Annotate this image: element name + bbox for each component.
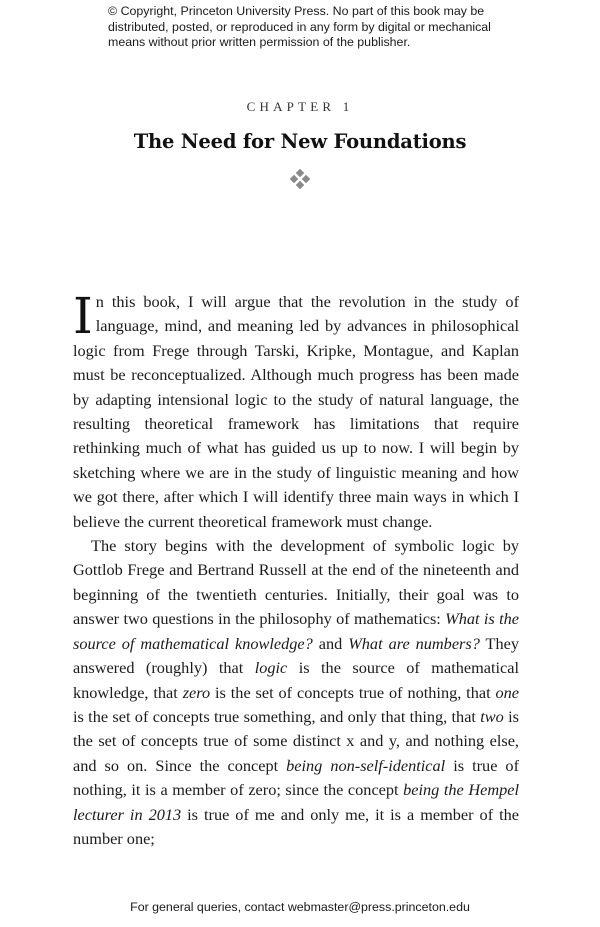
text-run: is the set of concepts true of nothing, that <box>210 682 496 702</box>
italic-run: zero <box>182 682 211 702</box>
text-run: is the set of concepts true something, and only that thing, that <box>73 706 481 726</box>
chapter-body <box>73 287 520 851</box>
text-run: is true of nothing, it is a member of zero; since the concept <box>73 755 519 800</box>
italic-run: What is the source of mathematical knowledge? <box>73 609 519 653</box>
paragraph-1 <box>73 287 519 534</box>
copyright-notice: © Copyright, Princeton University Press. No part of this book may be distributed, posted, or reproduced in any form by digital or mechanical means without prior written permission of the publisher. <box>108 4 491 49</box>
text-run: The story begins with the development of symbolic logic by Gottlob Frege and Bertrand Russell at the end of the nineteenth and beginning of the twentieth centuries. Initially, their goal was to answer two questions in the philosophy of mathematics: <box>73 536 519 629</box>
italic-run: two <box>480 706 504 726</box>
text-run: and <box>312 633 349 653</box>
text-run: They answered (roughly) that <box>73 633 520 678</box>
chapter-label: CHAPTER 1 <box>246 99 354 114</box>
italic-run: being non-self-identical <box>286 755 446 775</box>
footer-contact: For general queries, contact webmaster@press.princeton.edu <box>130 900 470 914</box>
paragraph-1-text: n this book, I will argue that the revolution in the study of language, mind, and meaning led by advances in philosophical logic from Frege through Tarski, Kripke, Montague, and Kaplan must be reconceptualized. Although much progress has been made by adapting intensional logic to the study of natural language, the resulting theoretical framework has limitations that require rethinking much of what has guided us up to now. I will begin by sketching where we are in the study of linguistic meaning and how we got there, after which I will identify three main ways in which I believe the current theoretical framework must change. <box>73 292 519 531</box>
paragraph-2 <box>73 534 519 851</box>
italic-run: logic <box>254 658 288 678</box>
italic-run: What are numbers? <box>348 633 480 653</box>
text-run: is true of me and only me, it is a member of the number one; <box>73 804 519 848</box>
italic-run: one <box>495 682 520 702</box>
chapter-title: The Need for New Foundations <box>133 130 467 153</box>
text-run: is the set of concepts true of some distinct x and y, and nothing else, and so on. Since the concept <box>73 706 519 775</box>
drop-cap: I <box>73 287 93 345</box>
fleuron-icon <box>290 169 310 189</box>
italic-run: being the Hempel lecturer in 2013 <box>73 780 519 824</box>
text-run: is the source of mathematical knowledge, that <box>73 658 519 702</box>
